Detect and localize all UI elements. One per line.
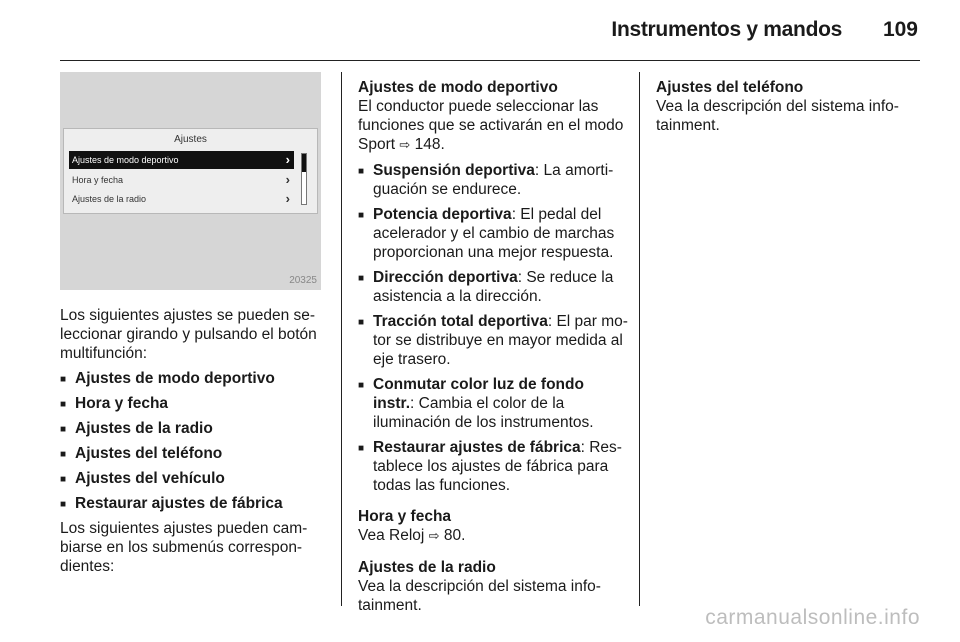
list-item: ■ Ajustes de la radio (60, 419, 326, 438)
display-title: Ajustes (174, 134, 207, 145)
time-paragraph: Vea Reloj ⇨ 80. (358, 527, 466, 544)
list-item: ■ Ajustes del vehículo (60, 469, 326, 488)
sport-options-list (358, 161, 628, 495)
display-row-sport (69, 151, 294, 169)
chevron-right-icon: › (285, 152, 290, 167)
watermark: carmanualsonline.info (705, 606, 920, 629)
phone-heading: Ajustes del teléfono (656, 79, 804, 96)
header-rule (60, 60, 920, 61)
column-3 (656, 78, 918, 141)
intro-paragraph: Los siguientes ajustes se pueden se-leccionar girando y pulsando el botón multifunción: (60, 307, 317, 362)
list-item: ■ Suspensión deportiva: La amorti-guación se endurece. (358, 161, 628, 199)
list-item: ■ Potencia deportiva: El pedal del acelerador y el cambio de marchas proporcionan una mejor respuesta. (358, 205, 628, 262)
column-divider-2 (639, 72, 640, 606)
display-row-time (69, 171, 294, 189)
phone-paragraph: Vea la descripción del sistema info-tainment. (656, 98, 899, 134)
page-header-title: Instrumentos y mandos (611, 18, 842, 41)
column-divider-1 (341, 72, 342, 606)
sport-heading: Ajustes de modo deportivo (358, 79, 558, 96)
settings-screen-figure (60, 72, 321, 290)
outro-paragraph: Los siguientes ajustes pueden cam-biarse en los submenús correspon-dientes: (60, 520, 308, 575)
display-scrollbar (301, 153, 307, 205)
sport-paragraph: El conductor puede seleccionar las funciones que se activarán en el modo Sport ⇨ 148. (358, 98, 624, 153)
list-item: ■ Ajustes de modo deportivo (60, 369, 326, 388)
list-item: ■ Tracción total deportiva: El par mo-tor se distribuye en mayor medida al eje trasero. (358, 312, 628, 369)
list-item: ■ Restaurar ajustes de fábrica: Res-tablece los ajustes de fábrica para todas las funciones. (358, 438, 628, 495)
chevron-right-icon: › (285, 191, 290, 206)
display-row-label: Ajustes de la radio (72, 194, 147, 204)
page-reference-icon: ⇨ (428, 529, 440, 544)
radio-heading: Ajustes de la radio (358, 559, 496, 576)
column-1 (60, 306, 326, 582)
list-item: ■ Conmutar color luz de fondo instr.: Cambia el color de la iluminación de los instrumentos. (358, 375, 628, 432)
radio-paragraph: Vea la descripción del sistema info-tainment. (358, 578, 601, 614)
list-item: ■ Hora y fecha (60, 394, 326, 413)
page-number: 109 (882, 18, 918, 41)
time-heading: Hora y fecha (358, 508, 452, 525)
settings-display (63, 128, 318, 214)
display-row-radio (69, 190, 294, 208)
list-item: ■ Ajustes del teléfono (60, 444, 326, 463)
chevron-right-icon: › (285, 172, 290, 187)
figure-code: 20325 (289, 275, 317, 286)
display-scrollbar-thumb (302, 154, 306, 172)
settings-list (60, 369, 326, 513)
list-item: ■ Dirección deportiva: Se reduce la asistencia a la dirección. (358, 268, 628, 306)
display-row-label: Hora y fecha (72, 175, 124, 185)
column-2 (358, 78, 628, 621)
display-row-label: Ajustes de modo deportivo (72, 155, 179, 165)
page-reference-icon: ⇨ (399, 138, 411, 153)
list-item: ■ Restaurar ajustes de fábrica (60, 494, 326, 513)
